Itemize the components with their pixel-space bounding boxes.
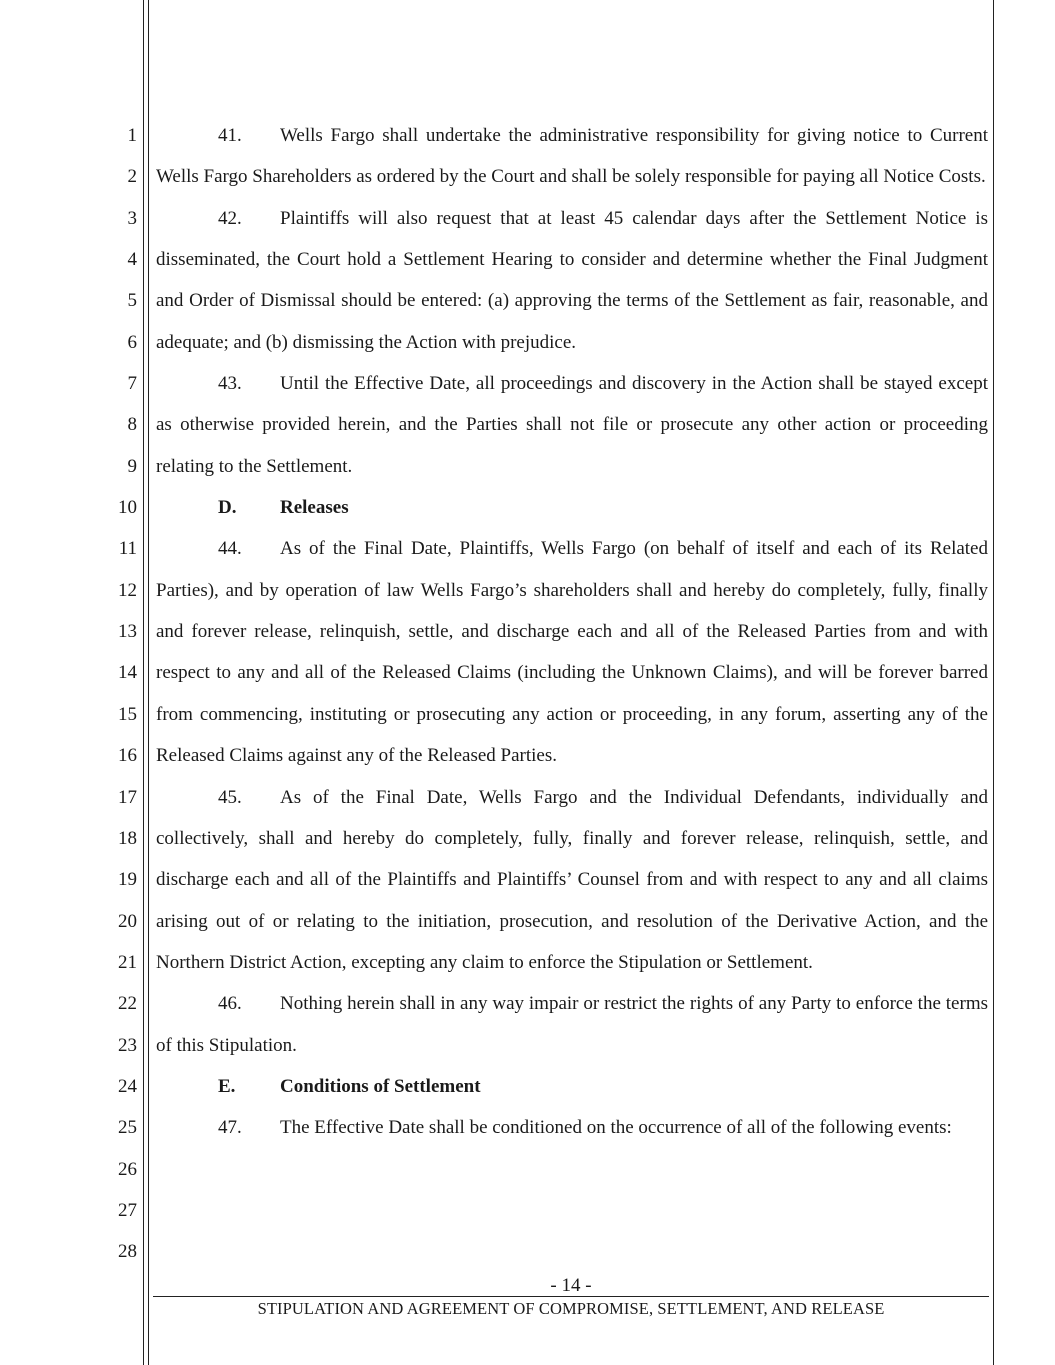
page-number: - 14 - xyxy=(550,1275,592,1296)
paragraph-text: Nothing herein shall in any way impair or restrict the rights of any Party to enforce the terms of this Stipulation. xyxy=(156,993,988,1056)
section-letter: D. xyxy=(218,497,237,519)
paragraph-number: 43. xyxy=(218,373,242,395)
paragraph-text: As of the Final Date, Wells Fargo and the Individual Defendants, individually and collectively, shall and hereby do completely, fully, finally and forever release, relinquish, settle, and discharge each and all of the Plaintiffs and Plaintiffs’ Counsel from and with respect to any and all claims arising out of or relating to the initiation, prosecution, and resolution of the Derivative Action, and the Northern District Action, excepting any claim to enforce the Stipulation or Settlement. xyxy=(156,786,988,973)
line-number: 7 xyxy=(127,373,137,395)
line-number: 8 xyxy=(127,414,137,436)
line-number: 28 xyxy=(118,1241,137,1263)
paragraph-41 xyxy=(156,115,988,198)
paragraph-45 xyxy=(156,777,988,984)
line-number: 6 xyxy=(127,331,137,353)
line-number: 10 xyxy=(118,497,137,519)
paragraph-text: The Effective Date shall be conditioned on the occurrence of all of the following events: xyxy=(280,1117,952,1139)
section-heading-conditions xyxy=(156,1066,988,1107)
section-heading-releases xyxy=(156,487,988,528)
line-number: 24 xyxy=(118,1075,137,1097)
line-numbers xyxy=(100,115,137,1273)
paragraph-number: 45. xyxy=(218,786,242,808)
line-number: 11 xyxy=(118,538,137,560)
left-margin-rule-inner xyxy=(148,0,149,1365)
line-number: 16 xyxy=(118,745,137,767)
footer-document-title: STIPULATION AND AGREEMENT OF COMPROMISE, SETTLEMENT, AND RELEASE xyxy=(257,1299,885,1318)
line-number: 18 xyxy=(118,827,137,849)
line-number: 26 xyxy=(118,1158,137,1180)
paragraph-46 xyxy=(156,983,988,1066)
line-number: 4 xyxy=(127,249,137,271)
line-number: 9 xyxy=(127,455,137,477)
line-number: 25 xyxy=(118,1117,137,1139)
section-title: Releases xyxy=(280,497,349,519)
line-number: 23 xyxy=(118,1034,137,1056)
line-number: 27 xyxy=(118,1199,137,1221)
section-letter: E. xyxy=(218,1075,236,1097)
paragraph-text: Plaintiffs will also request that at least 45 calendar days after the Settlement Notice is disseminated, the Court hold a Settlement Hearing to consider and determine whether the Final Judgment and Order of Dismissal should be entered: (a) approving the terms of the Settlement as fair, reasonable, and adequate; and (b) dismissing the Action with prejudice. xyxy=(156,207,988,353)
paragraph-text: Wells Fargo shall undertake the administrative responsibility for giving notice to Current Wells Fargo Shareholders as ordered by the Court and shall be solely responsible for paying all Notice Costs. xyxy=(156,125,988,188)
paragraph-43 xyxy=(156,363,988,487)
paragraph-number: 46. xyxy=(218,993,242,1015)
right-margin-rule xyxy=(993,0,994,1365)
line-number: 15 xyxy=(118,703,137,725)
line-number: 13 xyxy=(118,621,137,643)
left-margin-rule-outer xyxy=(143,0,144,1365)
document-body xyxy=(156,115,988,1149)
paragraph-number: 41. xyxy=(218,125,242,146)
line-number: 19 xyxy=(118,869,137,891)
paragraph-47 xyxy=(156,1107,988,1148)
line-number: 21 xyxy=(118,951,137,973)
paragraph-number: 44. xyxy=(218,538,242,560)
page-footer xyxy=(153,1277,989,1319)
paragraph-text: As of the Final Date, Plaintiffs, Wells Fargo (on behalf of itself and each of its Related Parties), and by operation of law Wells Fargo’s shareholders shall and hereby do completely, fully, finally and forever release, relinquish, settle, and discharge each and all of the Released Parties from and with respect to any and all of the Released Claims (including the Unknown Claims), and will be forever barred from commencing, instituting or prosecuting any action or proceeding, in any forum, asserting any of the Released Claims against any of the Released Parties. xyxy=(156,538,988,767)
paragraph-number: 42. xyxy=(218,207,242,229)
line-number: 5 xyxy=(127,290,137,312)
line-number: 20 xyxy=(118,910,137,932)
paragraph-text: Until the Effective Date, all proceedings and discovery in the Action shall be stayed except as otherwise provided herein, and the Parties shall not file or prosecute any other action or proceeding relating to the Settlement. xyxy=(156,373,988,477)
line-number: 14 xyxy=(118,662,137,684)
line-number: 12 xyxy=(118,579,137,601)
line-number: 22 xyxy=(118,993,137,1015)
line-number: 17 xyxy=(118,786,137,808)
paragraph-number: 47. xyxy=(218,1117,242,1139)
line-number: 3 xyxy=(127,207,137,229)
paragraph-44 xyxy=(156,528,988,776)
paragraph-42 xyxy=(156,198,988,363)
section-title: Conditions of Settlement xyxy=(280,1075,481,1097)
footer-divider xyxy=(153,1296,989,1297)
line-number: 1 xyxy=(127,125,137,146)
line-number: 2 xyxy=(127,166,137,188)
